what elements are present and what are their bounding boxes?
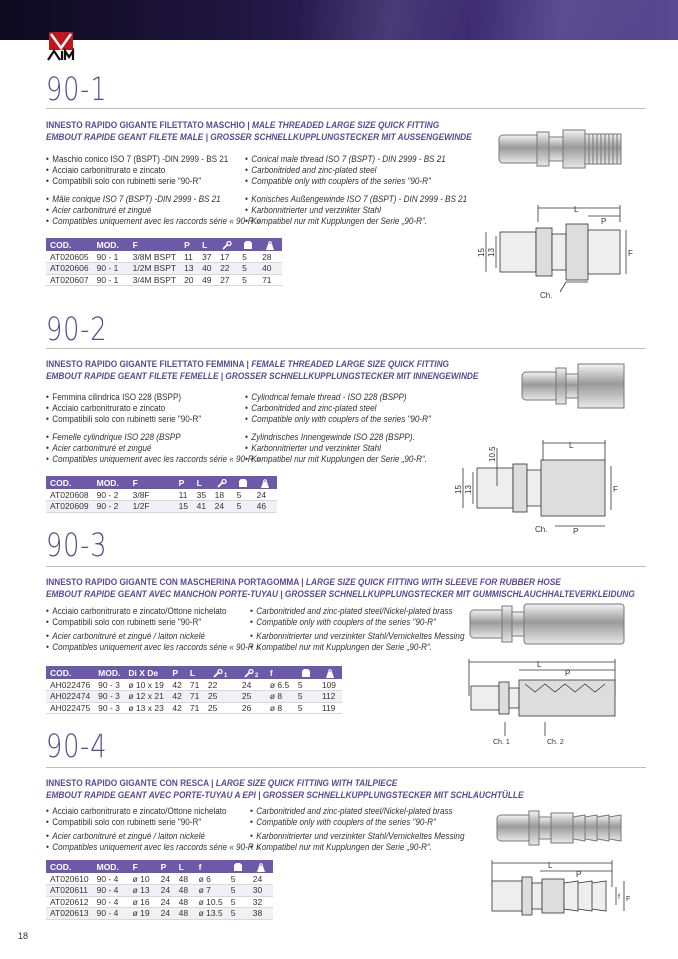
product-photo — [468, 598, 628, 650]
svg-text:10.5: 10.5 — [488, 446, 497, 462]
section-title: 90-1 — [46, 70, 108, 108]
features-left: • Acciaio carbonitrurato e zincato/Ottone nichelato • Compatibili solo con rubinetti serie "90-R" — [46, 806, 227, 828]
header-banner — [0, 0, 678, 40]
table-row: AT020612 90 - 4 ø 16 24 48 ø 10.5 5 32 — [46, 896, 273, 908]
svg-text:f: f — [618, 894, 620, 901]
product-photo — [520, 358, 628, 414]
section-heading: INNESTO RAPIDO GIGANTE CON RESCA | LARGE SIZE QUICK FITTING WITH TAILPIECE EMBOUT RAPIDE GEANT AVEC PORTE-TUYAU A EPI | GROSSER SCHNELLKUPPLUNGSTECKER MIT SCHLAUCHTÜLLE — [46, 778, 524, 800]
features-right-de: • Karbonnitrierter und verzinkter Stahl/Vernickeltes Messing • Kompatibel nur mit Kupplungen der Serie „90-R“. — [250, 831, 464, 853]
box-icon — [238, 479, 248, 488]
table-row: AT020605 90 - 1 3/8M BSPT 11 37 17 5 28 — [46, 251, 282, 263]
features-left-fr: • Acier carbonitruré et zingué / laiton nickelé • Compatibles uniquement avec les raccords série « 90-R » — [46, 831, 260, 853]
spec-table: COD. MOD. Di X De P L 1 2 f AH022476 90 - 3 ø 10 x 19 42 71 22 24 ø 6.5 5 109 AH022474 90 - 3 ø 12 x 21 42 71 25 25 ø 8 5 112 AH022475 90 - 3 ø 13 x 23 42 71 25 26 ø 8 5 119 — [46, 666, 342, 714]
wrench-1-icon — [213, 669, 229, 678]
svg-text:15: 15 — [454, 485, 463, 494]
svg-text:Ch.: Ch. — [535, 525, 548, 534]
svg-text:Ch. 2: Ch. 2 — [547, 739, 564, 746]
product-photo — [495, 805, 625, 851]
section-title: 90-4 — [46, 727, 108, 765]
box-icon — [233, 863, 243, 872]
svg-text:F: F — [613, 485, 618, 494]
svg-text:Ch. 1: Ch. 1 — [493, 739, 510, 746]
table-row: AT020613 90 - 4 ø 19 24 48 ø 13.5 5 38 — [46, 908, 273, 920]
features-left-fr: • Acier carbonitruré et zingué / laiton nickelé • Compatibles uniquement avec les raccords série « 90-R » — [46, 631, 260, 653]
features-right-de: • Karbonnitrierter und verzinkter Stahl/Vernickeltes Messing • Kompatibel nur mit Kupplungen der Serie „90-R“. — [250, 631, 464, 653]
page-number: 18 — [18, 931, 29, 941]
svg-text:2: 2 — [254, 672, 259, 679]
svg-text:F: F — [628, 249, 633, 258]
features-left: • Femmina cilindrica ISO 228 (BSPP) • Acciaio carbonitrurato e zincato • Compatibili solo con rubinetti serie "90-R" — [46, 392, 201, 425]
features-left-fr: • Femelle cylindrique ISO 228 (BSPP • Acier carbonitruré et zingué • Compatibles uniquement avec les raccords série « 90-R » — [46, 432, 260, 465]
section-heading: INNESTO RAPIDO GIGANTE FILETTATO FEMMINA | FEMALE THREADED LARGE SIZE QUICK FITTING EMBOUT RAPIDE GEANT FILETE FEMELLE | GROSSER SCHNELLKUPPLUNGSTECKER MIT INNENGEWINDE — [46, 359, 479, 381]
table-row: AH022476 90 - 3 ø 10 x 19 42 71 22 24 ø 6.5 5 109 — [46, 679, 342, 691]
table-row: AT020607 90 - 1 3/4M BSPT 20 49 27 5 71 — [46, 274, 282, 286]
table-row: AT020610 90 - 4 ø 10 24 48 ø 6 5 24 — [46, 873, 273, 885]
svg-text:P: P — [576, 870, 582, 879]
wrench-2-icon — [244, 669, 260, 678]
table-row: AH022474 90 - 3 ø 12 x 21 42 71 25 25 ø 8 5 112 — [46, 691, 342, 703]
svg-text:L: L — [569, 441, 574, 450]
svg-text:F: F — [626, 896, 631, 903]
wrench-icon — [217, 479, 227, 488]
spec-table: COD. MOD. F P L AT020608 90 - 2 3/8F 11 35 18 5 24 AT020609 90 - 2 1/2F 15 41 24 5 46 — [46, 476, 277, 513]
svg-text:P: P — [565, 669, 571, 678]
svg-text:L: L — [574, 205, 579, 214]
section-title: 90-2 — [46, 310, 108, 348]
svg-text:Ch.: Ch. — [540, 291, 553, 300]
features-left-fr: • Mâle conique ISO 7 (BSPT) -DIN 2999 - BS 21 • Acier carbonitruré et zingué • Compatibles uniquement avec les raccords série « 90-R » — [46, 194, 260, 227]
features-left: • Acciaio carbonitrurato e zincato/Ottone nichelato • Compatibili solo con rubinetti serie "90-R" — [46, 606, 227, 628]
svg-text:P: P — [573, 527, 579, 536]
section-title: 90-3 — [46, 526, 108, 564]
spec-table: COD. MOD. F P L AT020605 90 - 1 3/8M BSPT 11 37 17 5 28 AT020606 90 - 1 1/2M BSPT 13 40 22 5 40 AT020607 90 - 1 3/4M BSPT 20 49 27 5 71 — [46, 238, 282, 286]
wrench-icon — [222, 241, 232, 250]
features-right-en: • Carbonitrided and zinc-plated steel/Nickel-plated brass • Compatible only with couplers of the series "90-R" — [250, 806, 453, 828]
svg-text:15: 15 — [477, 248, 486, 257]
spec-table: COD. MOD. F P L f AT020610 90 - 4 ø 10 24 48 ø 6 5 24 AT020611 90 - 4 ø 13 24 48 ø 7 5 30 AT020612 90 - 4 ø 16 24 48 ø 10.5 5 32 AT020613 90 - 4 ø 19 24 48 ø 13.5 5 38 — [46, 860, 273, 920]
features-right-de: • Zylindrisches Innengewinde ISO 228 (BSPP). • Karbonnitrierter und verzinkter Stahl • Kompatibel nur mit Kupplungen der Serie „90-R“. — [245, 432, 427, 465]
svg-text:L: L — [537, 660, 542, 669]
features-left: • Maschio conico ISO 7 (BSPT) -DIN 2999 - BS 21 • Acciaio carbonitrurato e zincato • Compatibili solo con rubinetti serie "90-R" — [46, 154, 228, 192]
svg-text:L: L — [548, 861, 553, 870]
svg-text:1: 1 — [223, 672, 228, 679]
box-icon — [243, 241, 253, 250]
weight-icon — [260, 479, 270, 488]
weight-icon — [265, 241, 275, 250]
table-row: AT020608 90 - 2 3/8F 11 35 18 5 24 — [46, 489, 277, 501]
table-row: AT020611 90 - 4 ø 13 24 48 ø 7 5 30 — [46, 885, 273, 897]
product-photo — [497, 120, 627, 180]
svg-text:P: P — [601, 217, 607, 226]
box-icon — [301, 669, 311, 678]
features-right-en: • Conical male thread ISO 7 (BSPT) - DIN 2999 - BS 21 • Carbonitrided and zinc-plated steel • Compatible only with couplers of the series "90-R" — [245, 154, 446, 187]
features-right-en: • Cylindrical female thread - ISO 228 (BSPP) • Carbonitrided and zinc-plated steel • Compatible only with couplers of the series "90-R" — [245, 392, 431, 425]
section-heading: INNESTO RAPIDO GIGANTE CON MASCHERINA PORTAGOMMA | LARGE SIZE QUICK FITTING WITH SLEEVE FOR RUBBER HOSE EMBOUT RAPIDE GEANT AVEC MANCHON PORTE-TUYAU | GROSSER SCHNELLKUPPLUNGSTECKER MIT GUMMISCHLAUCHHALTEVERKLEIDUNG — [46, 577, 635, 599]
weight-icon — [256, 863, 266, 872]
technical-drawing — [478, 202, 636, 302]
brand-logo — [46, 30, 76, 62]
svg-text:13: 13 — [464, 485, 473, 494]
section-heading: INNESTO RAPIDO GIGANTE FILETTATO MASCHIO | MALE THREADED LARGE SIZE QUICK FITTING EMBOUT RAPIDE GEANT FILETE MALE | GROSSER SCHNELLKUPPLUNGSTECKER MIT AUSSENGEWINDE — [46, 120, 472, 142]
weight-icon — [325, 669, 335, 678]
features-right-de: • Konisches Außengewinde ISO 7 (BSPT) - DIN 2999 - BS 21 • Karbonnitrierter und verzinkter Stahl • Kompatibel nur mit Kupplungen der Serie „90-R“. — [245, 194, 467, 227]
technical-drawing — [465, 656, 625, 748]
table-row: AT020609 90 - 2 1/2F 15 41 24 5 46 — [46, 501, 277, 513]
technical-drawing — [455, 438, 625, 536]
table-row: AT020606 90 - 1 1/2M BSPT 13 40 22 5 40 — [46, 263, 282, 275]
technical-drawing — [482, 857, 632, 939]
svg-text:13: 13 — [487, 248, 496, 257]
table-row: AH022475 90 - 3 ø 13 x 23 42 71 25 26 ø 8 5 119 — [46, 702, 342, 714]
features-right-en: • Carbonitrided and zinc-plated steel/Nickel-plated brass • Compatible only with couplers of the series "90-R" — [250, 606, 453, 628]
